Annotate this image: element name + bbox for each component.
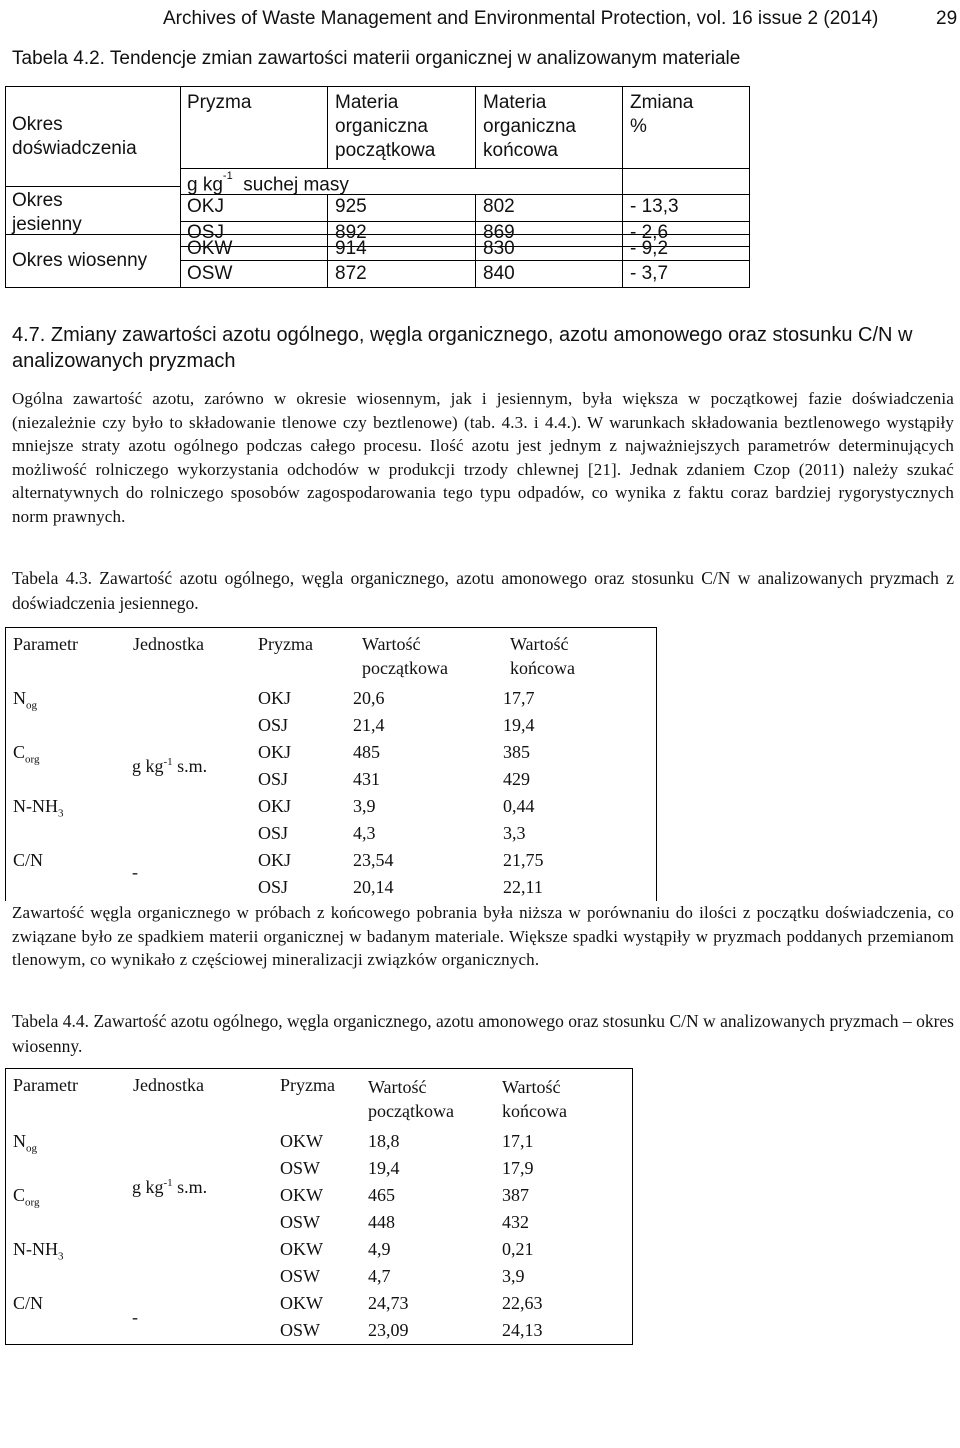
col-mat-konc-3: końcowa <box>483 140 558 161</box>
param-n-nh3: $N-NH_3$ <box>13 1239 64 1263</box>
dash: - <box>132 862 138 882</box>
param-c-n: C/N <box>13 850 44 870</box>
col-mat-pocz-1: Materia <box>335 92 399 113</box>
table-4-4-caption: Tabela 4.4. Zawartość azotu ogólnego, węgla organicznego, azotu amonowego oraz stosunku C/N w analizowanych pryzmach – okres wiosenny. <box>12 1011 954 1056</box>
unit-label: g $kg^{-1}$ suchej masy <box>187 170 349 196</box>
col-mat-konc-1: Materia <box>483 92 547 113</box>
journal-header: Archives of Waste Management and Environmental Protection, vol. 16 issue 2 (2014) <box>163 8 879 29</box>
group-spring: Okres wiosenny <box>12 250 148 271</box>
param-c-n: C/N <box>13 1293 44 1313</box>
param-n-og: $N_{og}$ <box>13 688 37 712</box>
param-n-nh3: $N-NH_3$ <box>13 796 64 820</box>
section-heading: 4.7. Zmiany zawartości azotu ogólnego, węgla organicznego, azotu amonowego oraz stosunku C/N w analizowanych pryzmach <box>12 324 913 372</box>
table-4-3: Parametr Jednostka Pryzma Wartość początkowa Wartość końcowa $N_{og}$ $C_{org}$ $N-NH_3$ C/N g $kg^{-1}$ s.m. - OKJ 20,6 17,7 OSJ 21,4 19,4 OKJ 485 385 OSJ 431 429 OKJ 3,9 0,44 OSJ 4,3 3,3 OKJ 23,54 21,75 OSJ 20,14 22,11 <box>5 627 657 901</box>
table-4-4: Parametr Jednostka Pryzma Wartość początkowa Wartość końcowa $N_{og}$ $C_{org}$ $N-NH_3$ C/N g $kg^{-1}$ s.m. - OKW 18,8 17,1 OSW 19,4 17,9 OKW 465 387 OSW 448 432 OKW 4,9 0,21 OSW 4,7 3,9 OKW 24,73 22,63 OSW 23,09 24,13 <box>5 1068 633 1345</box>
table-4-3-caption: Tabela 4.3. Zawartość azotu ogólnego, węgla organicznego, azotu amonowego oraz stosunku C/N w analizowanych pryzmach z doświadczenia jesiennego. <box>12 568 954 613</box>
col-mat-pocz-3: początkowa <box>335 140 436 161</box>
group-autumn-2: jesienny <box>12 214 82 235</box>
param-c-org: $C_{org}$ <box>13 1185 40 1209</box>
table-4-2-caption: Tabela 4.2. Tendencje zmian zawartości materii organicznej w analizowanym materiale <box>12 48 741 69</box>
col-okres-1: Okres <box>12 114 63 135</box>
col-okres-2: doświadczenia <box>12 138 137 159</box>
col-zmiana-1: Zmiana <box>630 92 694 113</box>
unit-label: g $kg^{-1}$ s.m. <box>132 756 208 776</box>
col-zmiana-2: % <box>630 116 647 137</box>
page-number: 29 <box>936 8 958 29</box>
paragraph: Zawartość węgla organicznego w próbach z końcowego pobrania była niższa w porównaniu do ilości z początku doświadczenia, co związane było ze spadkiem materii organicznej w badanym materiale. Większe spadki wystąpiły w pryzmach poddanych przemianom tlenowym, co wynikało z częściowej mineralizacji związków organicznych. <box>12 903 954 969</box>
col-pryzma: Pryzma <box>187 92 252 113</box>
param-c-org: $C_{org}$ <box>13 742 40 766</box>
group-autumn-1: Okres <box>12 190 63 211</box>
unit-label: g $kg^{-1}$ s.m. <box>132 1177 208 1197</box>
paragraph: Ogólna zawartość azotu, zarówno w okresie wiosennym, jak i jesiennym, była większa w początkowej fazie doświadczenia (niezależnie czy było to składowanie tlenowe czy beztlenowe) (tab. 4.3. i 4.4.). W warunkach składowania beztlenowego wystąpiły mniejsze straty azotu ogólnego podczas całego procesu. Ilość azotu jest jednym z najważniejszych parametrów determinujących możliwość rolniczego wykorzystania odchodów w produkcji trzody chlewnej [21]. Jednak zdaniem Czop (2011) należy szukać alternatywnych do rolniczego sposobów zagospodarowania tego typu odpadów, co wynika z faktu coraz bardziej rygorystycznych norm prawnych. <box>12 389 954 526</box>
col-mat-konc-2: organiczna <box>483 116 576 137</box>
param-n-og: $N_{og}$ <box>13 1131 37 1155</box>
col-mat-pocz-2: organiczna <box>335 116 428 137</box>
table-4-2: Okres doświadczenia Pryzma Materia organiczna początkowa Materia organiczna końcowa Zmiana % g $kg^{-1}$ suchej masy Okres jesienny Okres wiosenny OKJ 925 802 - 13,3 OSJ 892 869 - 2,6 OKW 914 830 - 9,2 OSW 872 840 - 3,7 <box>5 86 750 288</box>
dash: - <box>132 1307 138 1327</box>
